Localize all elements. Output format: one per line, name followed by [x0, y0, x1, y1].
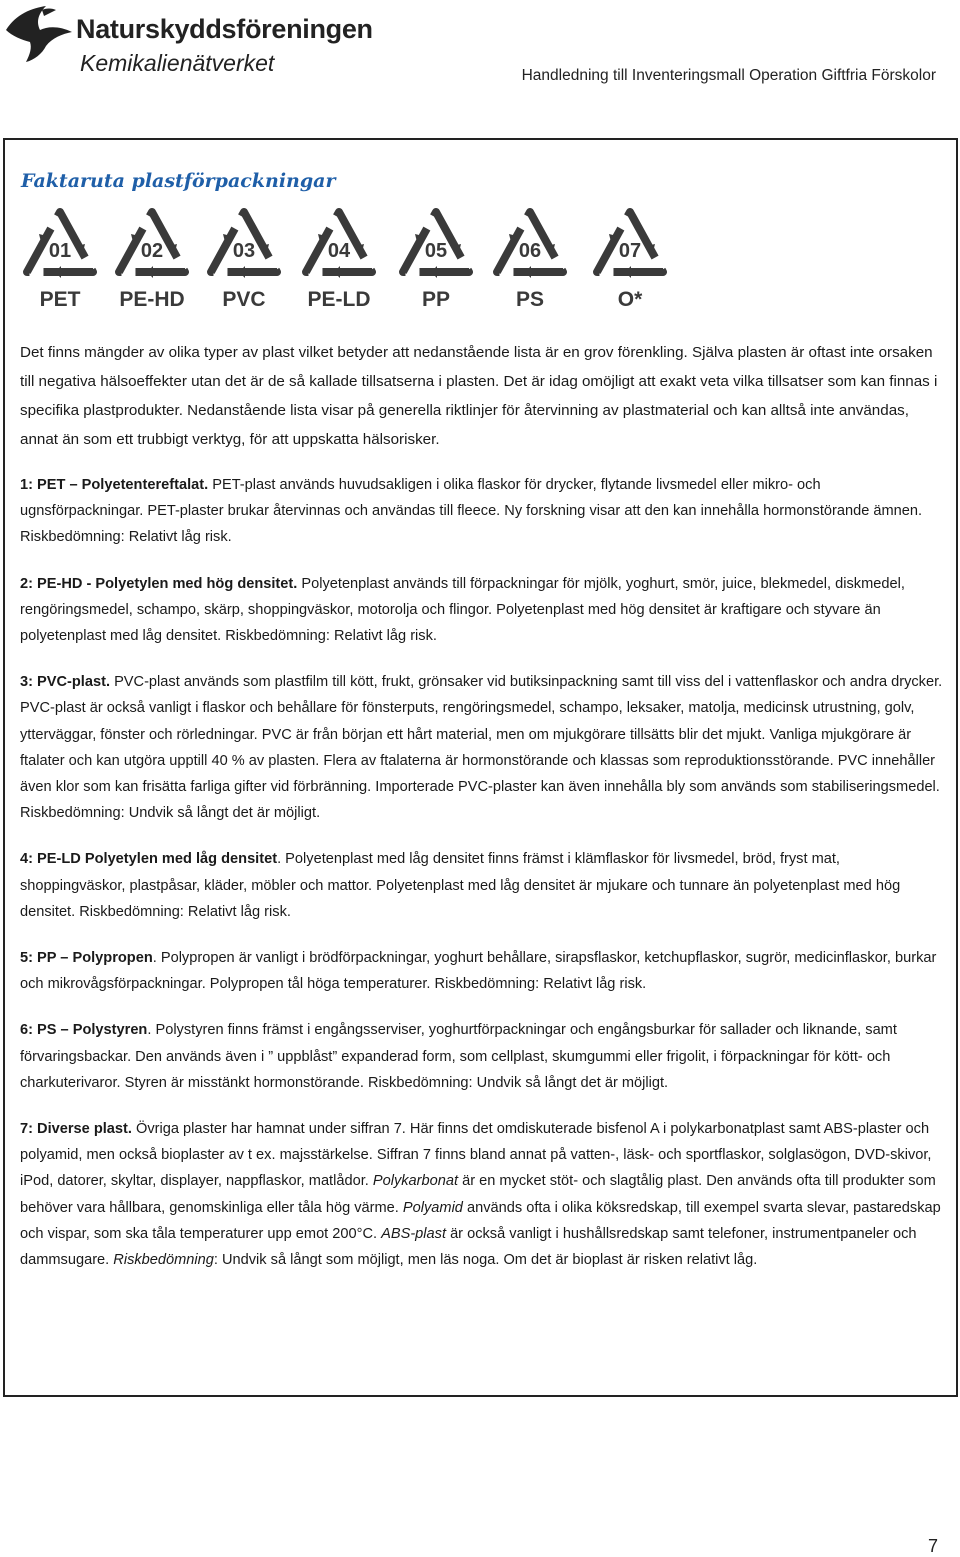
recycle-triangle-icon — [203, 206, 285, 286]
pet-body: PET-plast används huvudsakligen i olika flaskor för drycker, flytande livsmedel eller mikro- och ugnsförpackningar. PET-plaster brukar återvinnas och användas till fleece. Ny forskning visar att den kan innehålla hormonstörande ämnen. Riskbedömning: Relativt låg risk. — [20, 477, 923, 546]
logo — [2, 2, 373, 78]
factbox — [3, 138, 958, 1397]
recycle-triangle-icon — [111, 206, 193, 286]
symbol-label: PE-HD — [119, 288, 185, 311]
pet-heading: 1: PET – Polyetentereftalat. — [20, 477, 209, 493]
symbol-label: PP — [421, 288, 450, 311]
pvc-paragraph — [20, 669, 946, 826]
symbol-label: O* — [617, 288, 643, 311]
pvc-body: PVC-plast används som plastfilm till kött, frukt, grönsaker vid butiksinpackning samt till viss del i vattenflaskor och andra drycker. PVC-plast är också vanligt i flaskor och behållare för fönsterputs, rengöringsmedel, schampo, leksaker, matolja, medicinsk utrustning, golv, ytterväggar, fönster och rörledningar. PVC är från början ett hårt material, men om mjukgörare tillsätts blir det mjukt. Vanliga mjukgörare är ftalater och kan utgöra upptill 40 % av plasten. Flera av ftalaterna är hormonstörande och klassas som reproduktionsstörande. PVC innehåller även klor som kan frisätta farliga gifter vid förbränning. Importerade PVC-plaster kan även innehålla bly som används som stabiliseringsmedel. Riskbedömning: Undvik så långt det är möjligt. — [20, 674, 943, 822]
term-riskbedomning: Riskbedömning — [113, 1252, 214, 1269]
symbol-label: PE-LD — [307, 288, 371, 311]
recycle-triangle-icon — [589, 206, 671, 286]
symbol-label: PVC — [222, 288, 266, 311]
pp-heading: 5: PP – Polypropen — [20, 950, 153, 967]
recycling-symbol-04 — [298, 206, 380, 318]
term-polykarbonat: Polykarbonat — [372, 1173, 459, 1190]
bird-logo-icon — [2, 4, 74, 64]
symbol-code: 05 — [424, 240, 448, 262]
symbol-code: 03 — [232, 240, 256, 262]
recycle-triangle-icon — [298, 206, 380, 286]
intro-paragraph: Det finns mängder av olika typer av plast vilket betyder att nedanstående lista är en grov förenkling. Själva plasten är oftast inte orsaken till negativa hälsoeffekter utan det är de så kallade tillsatserna i plasten. Det är idag omöjligt att exakt veta vilka tillsatser som kan finnas i specifika plastprodukter. Nedanstående lista visar på generella riktlinjer för återvinning av plastmaterial och kan alltså inte användas, annat än som ett trubbigt verktyg, för att uppskatta hälsorisker. — [20, 344, 938, 448]
pp-body: . Polypropen är vanligt i brödförpackningar, yoghurt behållare, sirapsflaskor, ketchupflaskor, sugrör, medicinflaskor, burkar och mikrovågsförpackningar. Polypropen tål höga temperaturer. Riskbedömning: Relativt låg risk. — [20, 950, 937, 993]
other-paragraph — [20, 1116, 946, 1273]
recycling-symbols — [19, 206, 699, 318]
recycling-symbol-01 — [19, 206, 101, 318]
org-name: Naturskyddsföreningen — [76, 14, 373, 44]
factbox-text — [20, 338, 946, 1293]
ps-paragraph — [20, 1017, 946, 1096]
symbol-code: 06 — [518, 240, 542, 262]
recycle-triangle-icon — [395, 206, 477, 286]
other-body-4: är också vanligt i hushållsredskap samt telefoner, instrumentpaneler och dammsugare. — [20, 1225, 917, 1269]
pp-paragraph — [20, 945, 946, 997]
other-body-2: är en mycket stöt- och slagtålig plast. Den används ofta till produkter som behöver vara hållbara, genomskinliga eller tåla hög värme. — [20, 1173, 936, 1216]
term-polyamid: Polyamid — [402, 1199, 463, 1216]
other-body-1: Övriga plaster har hamnat under siffran 7. Här finns det omdiskuterade bisfenol A i polykarbonatplast samt ABS-plaster och polyamid, men också bioplaster av t ex. majsstärkelse. Siffran 7 finns bland annat på vatten-, läsk- och sportflaskor, solglasögon, DVD-skivor, iPod, datorer, skyltar, displayer, nappflaskor, matlådor. — [20, 1121, 932, 1190]
pehd-body: Polyetenplast används till förpackningar för mjölk, yoghurt, smör, juice, blekmedel, diskmedel, rengöringsmedel, schampo, skärp, shoppingväskor, motorolja och flingor. Polyetenplast med hög densitet är kraftigare och styvare än polyetenplast med låg densitet. Riskbedömning: Relativt låg risk. — [20, 575, 905, 645]
recycling-symbol-02 — [111, 206, 193, 318]
symbol-code: 02 — [140, 240, 164, 262]
pehd-heading: 2: PE-HD - Polyetylen med hög densitet. — [20, 575, 298, 592]
pvc-heading: 3: PVC-plast. — [20, 674, 111, 691]
peld-body: . Polyetenplast med låg densitet finns främst i klämflaskor för livsmedel, bröd, fryst mat, shoppingväskor, plastpåsar, kläder, möbler och mattor. Polyetenplast med låg densitet är mjukare och tunnare än polyetenplast med hög densitet. Riskbedömning: Relativt låg risk. — [20, 851, 901, 920]
recycling-symbol-05 — [395, 206, 477, 318]
recycle-triangle-icon — [489, 206, 571, 286]
peld-heading: 4: PE-LD Polyetylen med låg densitet — [20, 851, 278, 868]
peld-paragraph — [20, 846, 946, 925]
term-abs-plast: ABS-plast — [381, 1225, 447, 1242]
pehd-paragraph — [20, 571, 946, 650]
recycling-symbol-07 — [589, 206, 671, 318]
recycling-symbol-03 — [203, 206, 285, 318]
symbol-code: 01 — [48, 240, 72, 262]
recycling-symbol-06 — [489, 206, 571, 318]
recycle-triangle-icon — [19, 206, 101, 286]
other-body-3: används ofta i olika köksredskap, till exempel svarta slevar, pastaredskap och vispar, som ska tåla temperaturer upp emot 200°C. — [20, 1199, 941, 1242]
ps-heading: 6: PS – Polystyren — [20, 1022, 148, 1039]
page-number: 7 — [927, 1536, 938, 1556]
pet-paragraph — [20, 472, 946, 551]
factbox-title: Faktaruta plastförpackningar — [21, 170, 336, 192]
org-subtitle: Kemikalienätverket — [80, 50, 275, 76]
other-body-5: : Undvik så långt som möjligt, men läs noga. Om det är bioplast är risken relativt låg. — [213, 1252, 758, 1269]
document-title: Handledning till Inventeringsmall Operation Giftfria Förskolor — [521, 67, 936, 84]
other-heading: 7: Diverse plast. — [20, 1121, 132, 1138]
symbol-code: 04 — [327, 240, 351, 262]
ps-body: . Polystyren finns främst i engångsserviser, yoghurtförpackningar och engångsburkar för sallader och liknande, samt förvaringsbackar. Den används även i ” uppblåst” expanderad form, som cellplast, skumgummi eller frigolit, i förpackningar för kött- och charkuterivaror. Styren är misstänkt hormonstörande. Riskbedömning: Undvik så långt det är möjligt. — [20, 1022, 897, 1091]
symbol-label: PS — [515, 288, 544, 311]
symbol-label: PET — [39, 288, 81, 311]
symbol-code: 07 — [618, 240, 642, 262]
